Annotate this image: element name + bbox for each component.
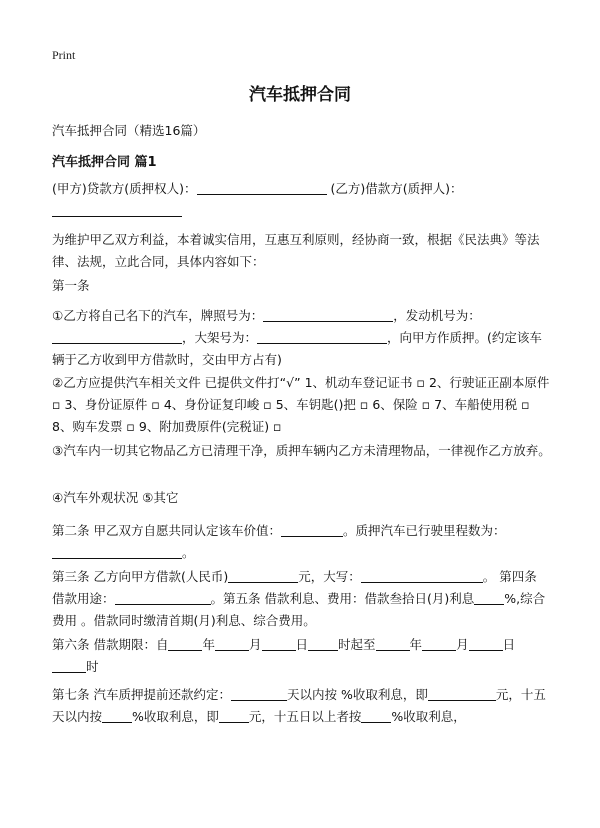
party-b-label: (乙方)借款方(质押人)：	[330, 181, 463, 196]
blank-line	[52, 330, 182, 344]
article-2-part2: 。质押汽车已行驶里程数为：	[342, 523, 506, 538]
article-2-paragraph	[52, 520, 552, 564]
clause-1-part1: ①乙方将自己名下的汽车，牌照号为：	[52, 308, 264, 323]
blank-line	[361, 569, 483, 583]
blank-line	[263, 308, 393, 322]
article-7-part4: %收取利息，即	[132, 709, 219, 724]
blank-line	[422, 637, 456, 651]
article-6-day-2: 日	[502, 637, 516, 652]
print-link[interactable]: Print	[52, 48, 76, 62]
blank-line	[474, 591, 504, 605]
article-2-part1: 第二条 甲乙双方自愿共同认定该车价值：	[52, 523, 281, 538]
clause-2-paragraph: ②乙方应提供汽车相关文件 已提供文件打“√” 1、机动车登记证书 ▫ 2、行驶证正副本原件 ▫ 3、身份证原件 ▫ 4、身份证复印峻 ▫ 5、车钥匙()把 ▫ 6、保险 ▫ 7、车船使用税 ▫ 8、购车发票 ▫ 9、附加费原件(完税证) ▫	[52, 375, 550, 434]
blank-line	[52, 203, 182, 217]
blank-line	[281, 523, 343, 537]
article-6-from: 时起至	[338, 637, 376, 652]
blank-line	[231, 687, 287, 701]
blank-line	[428, 687, 496, 701]
article-7-part1: 第七条 汽车质押提前还款约定：	[52, 687, 231, 702]
article-6-part1: 第六条 借款期限：自	[52, 637, 169, 652]
article-7-part3: 元，十五天以内按	[52, 687, 546, 724]
article-6-month: 月	[249, 637, 262, 652]
article-3-part4: 。第五条 借款利息、费用：借款叁拾日(月)利息	[210, 591, 475, 606]
clause-4-5-paragraph: ④汽车外观状况 ⑤其它	[52, 490, 179, 505]
blank-line	[228, 569, 298, 583]
blank-line	[262, 637, 296, 651]
article-3-part3: 。 第四条 借款用途：	[52, 569, 537, 606]
article-6-month-2: 月	[456, 637, 469, 652]
blank-line	[361, 709, 391, 723]
document-subtitle: 汽车抵押合同（精选16篇）	[52, 123, 206, 138]
article-3-part1: 第三条 乙方向甲方借款(人民币)	[52, 569, 229, 584]
article-3-part5: %,综合费用 。借款同时缴清首期(月)利息、综合费用。	[52, 591, 546, 628]
article-6-day: 日	[295, 637, 309, 652]
blank-line	[52, 659, 86, 673]
parties-paragraph	[52, 178, 552, 222]
article-7-part6: %收取利息，	[391, 709, 466, 724]
blank-line	[308, 637, 338, 651]
clause-3-paragraph: ③汽车内一切其它物品乙方已清理干净，质押车辆内乙方未清理物品，一律视作乙方放弃。	[52, 443, 551, 458]
article-6-hour: 时	[86, 659, 99, 674]
clause-1-part4: ，向甲方作质押。(约定该车辆于乙方收到甲方借款时，交由甲方占有)	[52, 330, 542, 367]
blank-line	[102, 709, 132, 723]
clause-1-part3: ，大架号为：	[182, 330, 258, 345]
intro-paragraph: 为维护甲乙双方利益，本着诚实信用，互惠互利原则，经协商一致，根据《民法典》等法律、法规，立此合同，具体内容如下：	[52, 232, 540, 269]
section-heading: 汽车抵押合同 篇1	[52, 155, 157, 170]
article-3-part2: 元，大写：	[298, 569, 361, 584]
article-2-part3: 。	[182, 545, 195, 560]
blank-line	[469, 637, 503, 651]
article-6-year: 年	[202, 637, 215, 652]
document-title: 汽车抵押合同	[249, 85, 351, 105]
blank-line	[197, 181, 327, 195]
article-3-paragraph	[52, 566, 552, 632]
blank-line	[115, 591, 211, 605]
blank-line	[215, 637, 249, 651]
blank-line	[376, 637, 410, 651]
blank-line	[52, 545, 182, 559]
article-7-part2: 天以内按 %收取利息，即	[286, 687, 428, 702]
blank-line	[168, 637, 202, 651]
article-6-year-2: 年	[409, 637, 423, 652]
clause-1-part2: ，发动机号为：	[393, 308, 481, 323]
article-7-paragraph	[52, 684, 552, 728]
blank-line	[219, 709, 249, 723]
article-6-paragraph	[52, 634, 552, 678]
article-7-part5: 元，十五日以上者按	[248, 709, 362, 724]
blank-line	[257, 330, 387, 344]
article-1-label: 第一条	[52, 278, 90, 293]
party-a-label: (甲方)贷款方(质押权人)：	[52, 181, 197, 196]
clause-1-paragraph	[52, 305, 552, 371]
